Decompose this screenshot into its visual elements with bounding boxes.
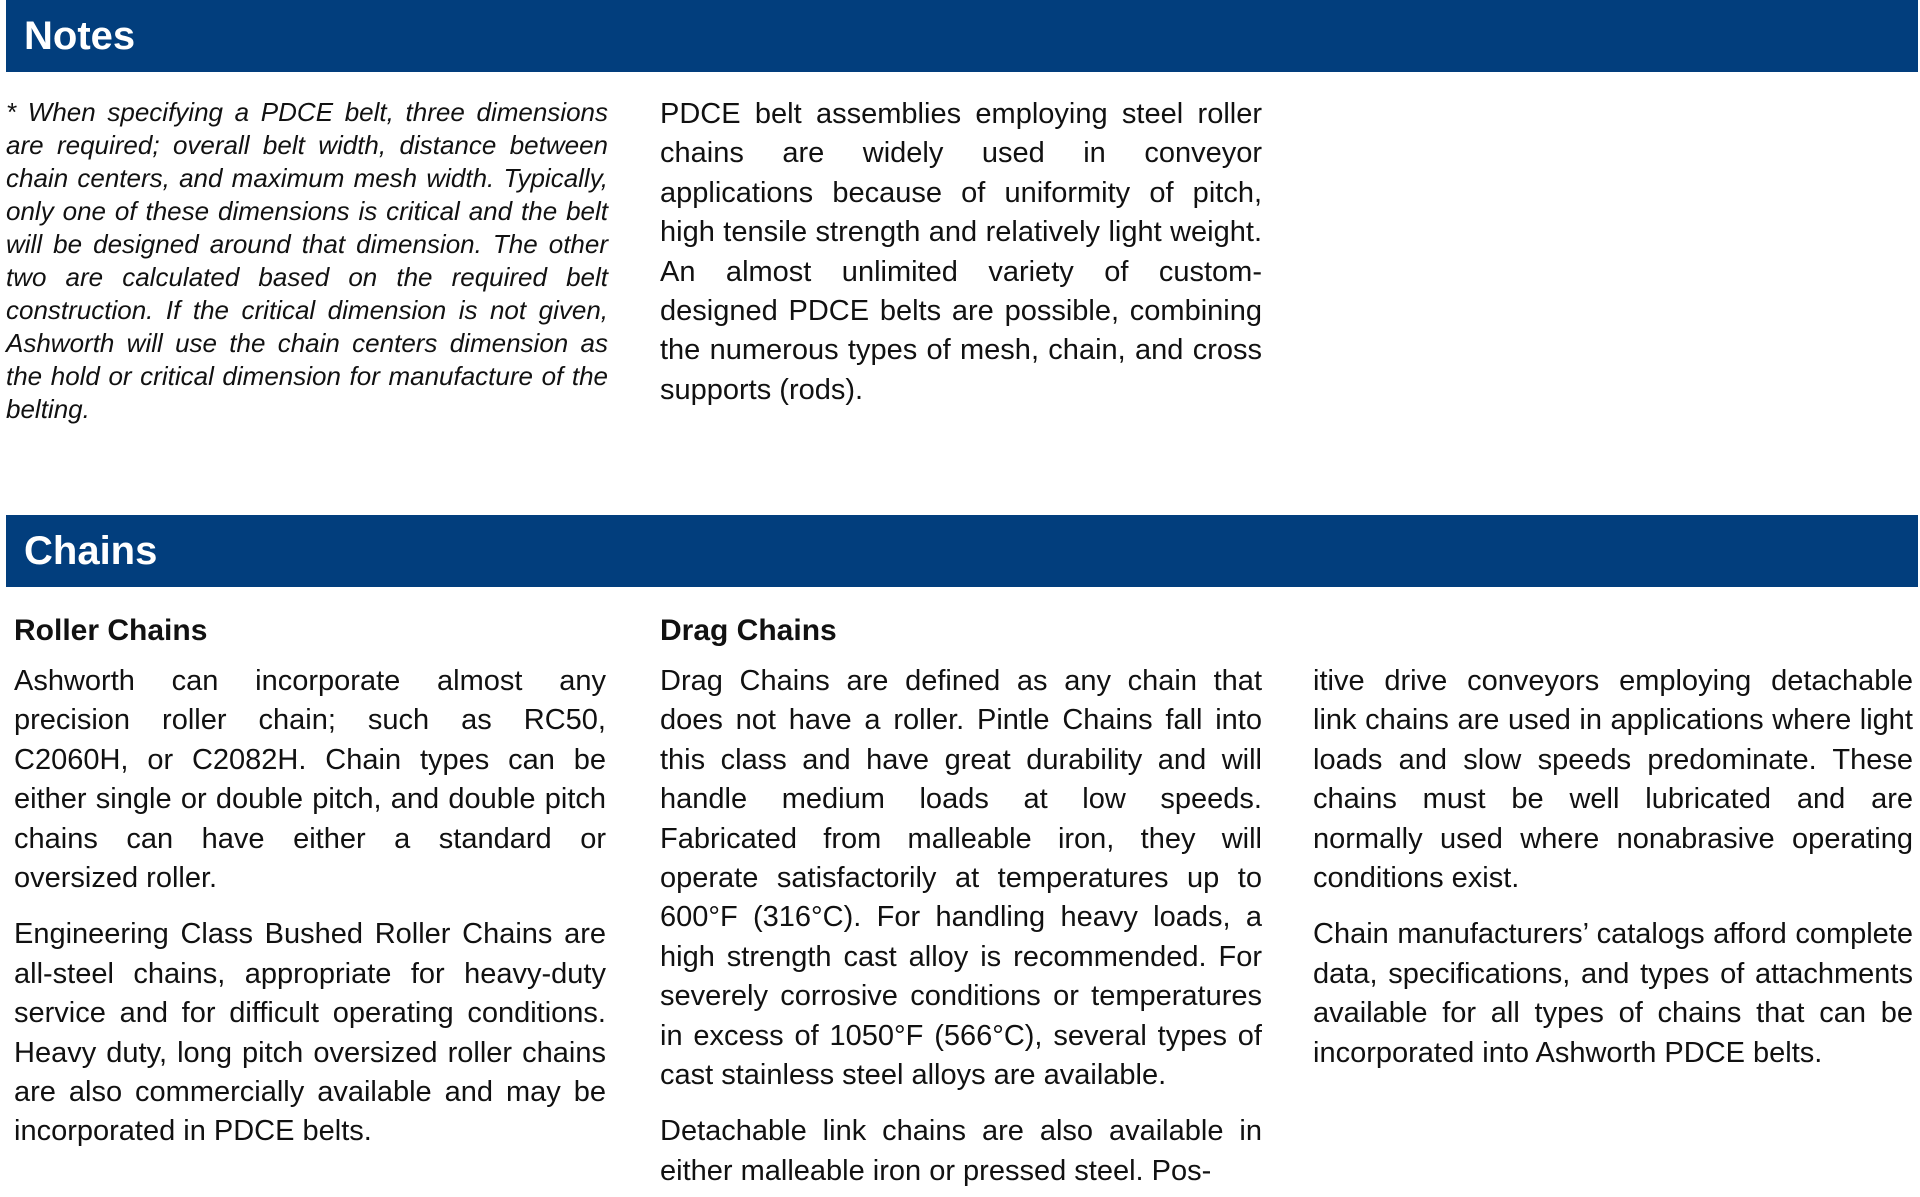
roller-chains-heading: Roller Chains bbox=[14, 614, 208, 647]
drag-chains-paragraph-3: itive drive conveyors employing detachable link chains are used in applications where light loads and slow speeds predominate. These chains must be well lubricated and are normally used where nonabrasive operating conditions exist. bbox=[1313, 665, 1913, 895]
roller-chains-column bbox=[14, 662, 606, 1152]
notes-intro-column bbox=[660, 95, 1262, 410]
notes-section-header bbox=[6, 0, 1918, 72]
notes-intro-paragraph: PDCE belt assemblies employing steel roller chains are widely used in conveyor applications because of uniformity of pitch, high tensile strength and relatively light weight. An almost unlimited variety of custom-designed PDCE belts are possible, combining the numerous types of mesh, chain, and cross supports (rods). bbox=[660, 98, 1262, 406]
drag-chains-paragraph-1: Drag Chains are defined as any chain that does not have a roller. Pintle Chains fall into this class and have great durability and will handle medium loads at low speeds. Fabricated from malleable iron, they will operate satisfactorily at temperatures up to 600°F (316°C). For handling heavy loads, a high strength cast alloy is recommended. For severely corrosive conditions or temperatures in excess of 1050°F (566°C), several types of cast stainless steel alloys are available. bbox=[660, 665, 1262, 1092]
drag-chains-column bbox=[660, 662, 1262, 1191]
notes-section-title: Notes bbox=[24, 14, 136, 58]
drag-chains-paragraph-4: Chain manufacturers’ catalogs afford complete data, specifications, and types of attachments available for all types of chains that can be incorporated into Ashworth PDCE belts. bbox=[1313, 918, 1913, 1069]
chains-section-title: Chains bbox=[24, 529, 158, 573]
roller-chains-paragraph-1: Ashworth can incorporate almost any precision roller chain; such as RC50, C2060H, or C2082H. Chain types can be either single or double pitch, and double pitch chains can have either a standard or oversized roller. bbox=[14, 665, 606, 895]
notes-footnote: * When specifying a PDCE belt, three dimensions are required; overall belt width, distance between chain centers, and maximum mesh width. Typically, only one of these dimensions is critical and the belt will be designed around that dimension. The other two are calculated based on the required belt construction. If the critical dimension is not given, Ashworth will use the chain centers dimension as the hold or critical dimension for manufacture of the belting. bbox=[6, 97, 608, 424]
chains-section-header bbox=[6, 515, 1918, 587]
drag-chains-continued-column bbox=[1313, 662, 1913, 1073]
roller-chains-paragraph-2: Engineering Class Bushed Roller Chains are all-steel chains, appropriate for heavy-duty service and for difficult operating conditions. Heavy duty, long pitch oversized roller chains are also commercially available and may be incorporated in PDCE belts. bbox=[14, 918, 606, 1148]
drag-chains-paragraph-2: Detachable link chains are also available in either malleable iron or pressed steel. Pos- bbox=[660, 1115, 1262, 1187]
drag-chains-heading: Drag Chains bbox=[660, 614, 837, 647]
